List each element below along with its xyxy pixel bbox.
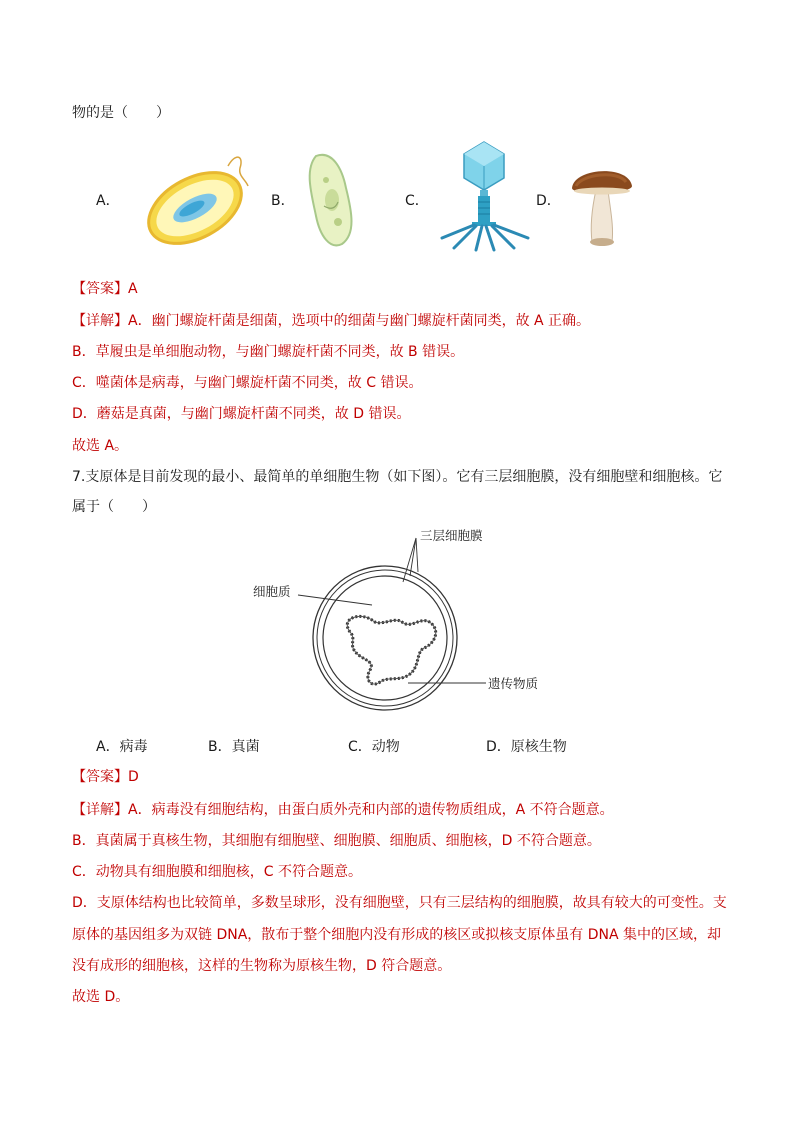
membrane-label: 三层细胞膜 [420,528,483,543]
q6-conclusion: 故选 A。 [72,438,129,454]
q7-detail-1 [72,800,614,820]
q7-stem-line1: 7.支原体是目前发现的最小、最简单的单细胞生物（如下图）。它有三层细胞膜，没有细胞壁和细胞核。它 [72,469,723,485]
q7-detail-4: D．支原体结构也比较简单，多数呈球形，没有细胞壁，只有三层结构的细胞膜，故具有较大的可变性。支 [72,895,727,911]
q7-answer [72,767,139,787]
genetic-material-label: 遗传物质 [488,676,539,691]
answer-label: 【答案】 [72,281,128,297]
answer-value: A [128,281,138,297]
q6-stem: 物的是（ ） [72,105,170,121]
q7-stem-line2: 属于（ ） [72,499,156,515]
q6-detail-4: D．蘑菇是真菌，与幽门螺旋杆菌不同类，故 D 错误。 [72,406,411,422]
choice-b: B．真菌 [208,739,260,755]
detail-label: 【详解】 [72,313,128,329]
q7-conclusion: 故选 D。 [72,989,130,1005]
option-c-letter: C． [405,193,429,209]
q7-detail-2: B．真菌属于真核生物，其细胞有细胞壁、细胞膜、细胞质、细胞核，D 不符合题意。 [72,833,601,849]
choice-c: C．动物 [348,739,400,755]
q7-detail-6: 没有成形的细胞核，这样的生物称为原核生物，D 符合题意。 [72,958,452,974]
option-a-letter: A． [96,193,120,209]
q7-detail-5: 原体的基因组多为双链 DNA，散布于整个细胞内没有形成的核区或拟核支原体虽有 DNA 集中的区域，却 [72,927,722,943]
option-b-letter: B． [271,193,295,209]
bacterium-icon [140,146,250,254]
q6-detail-1 [72,311,590,331]
q6-detail-2: B．草履虫是单细胞动物，与幽门螺旋杆菌不同类，故 B 错误。 [72,344,465,360]
q7-detail-3: C．动物具有细胞膜和细胞核，C 不符合题意。 [72,864,362,880]
mycoplasma-diagram [240,520,560,730]
answer-value: D [128,769,139,785]
q6-detail-3: C．噬菌体是病毒，与幽门螺旋杆菌不同类，故 C 错误。 [72,375,423,391]
mushroom-icon [568,164,634,248]
answer-label: 【答案】 [72,769,128,785]
choice-a: A．病毒 [96,739,148,755]
cytoplasm-label: 细胞质 [253,584,291,599]
detail-label: 【详解】 [72,802,128,818]
paramecium-icon [302,150,362,250]
option-d-letter: D． [536,193,561,209]
q6-answer [72,279,138,299]
bacteriophage-icon [436,140,532,252]
choice-d: D．原核生物 [486,739,567,755]
detail-text: A．幽门螺旋杆菌是细菌，选项中的细菌与幽门螺旋杆菌同类，故 A 正确。 [128,313,591,329]
detail-text: A．病毒没有细胞结构，由蛋白质外壳和内部的遗传物质组成，A 不符合题意。 [128,802,614,818]
